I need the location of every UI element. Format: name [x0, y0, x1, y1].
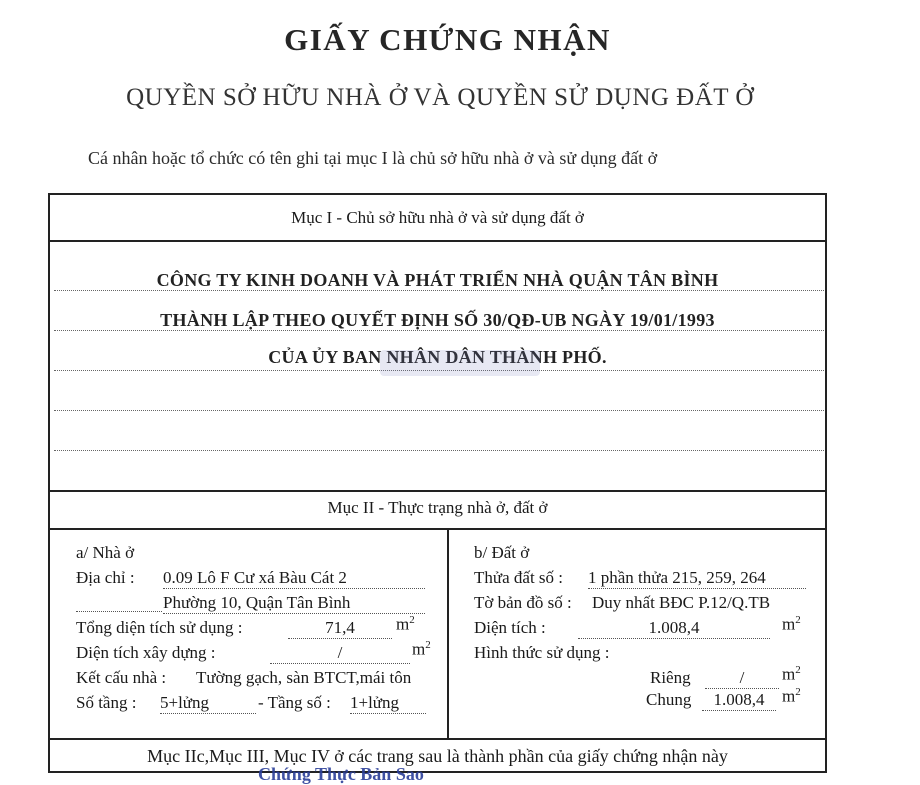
footer-note: Mục IIc,Mục III, Mục IV ở các trang sau là thành phần của giấy chứng nhận này — [147, 746, 728, 766]
document-title: GIẤY CHỨNG NHẬN — [284, 22, 611, 57]
private-label: Riêng — [650, 668, 691, 687]
unit-superscript: 2 — [795, 664, 801, 676]
unit-text: m — [412, 639, 426, 659]
section1-heading: Mục I - Chủ sở hữu nhà ở và sử dụng đất ở — [291, 208, 584, 227]
dotted-line — [54, 450, 824, 451]
unit-text: m — [782, 664, 796, 684]
section2-column-divider — [447, 528, 449, 738]
dotted-line — [54, 410, 824, 411]
house-label: a/ Nhà ở — [76, 543, 135, 562]
total-area-value: 71,4 — [288, 618, 392, 639]
private-value: / — [705, 668, 779, 689]
unit-superscript: 2 — [795, 686, 801, 698]
address-value-2: Phường 10, Quận Tân Bình — [163, 593, 425, 614]
land-area-label: Diện tích : — [474, 618, 546, 637]
document-subtitle: QUYỀN SỞ HỮU NHÀ Ở VÀ QUYỀN SỬ DỤNG ĐẤT Ở — [126, 84, 754, 111]
common-label: Chung — [646, 690, 692, 709]
structure-label: Kết cấu nhà : — [76, 668, 167, 687]
built-area-label: Diện tích xây dựng : — [76, 643, 216, 662]
section2-heading: Mục II - Thực trạng nhà ở, đất ở — [327, 498, 548, 517]
usage-label: Hình thức sử dụng : — [474, 643, 610, 662]
map-sheet-value: Duy nhất BĐC P.12/Q.TB — [592, 593, 771, 612]
built-area-value: / — [270, 643, 410, 664]
unit-text: m — [396, 614, 410, 634]
intro-text: Cá nhân hoặc tổ chức có tên ghi tại mục I là chủ sở hữu nhà ở và sử dụng đất ở — [88, 148, 658, 168]
parcel-label: Thửa đất số : — [474, 568, 564, 587]
unit-superscript: 2 — [795, 614, 801, 626]
floors-label: Số tầng : — [76, 693, 137, 712]
address-label: Địa chỉ : — [76, 568, 135, 587]
owner-line-2: THÀNH LẬP THEO QUYẾT ĐỊNH SỐ 30/QĐ-UB NGÀY 19/01/1993 — [160, 310, 715, 330]
stamp-overlay — [380, 350, 540, 376]
floors-value: 5+lửng — [160, 693, 256, 714]
section1-divider — [48, 240, 827, 242]
land-area-unit — [782, 614, 801, 635]
total-area-unit — [396, 614, 415, 635]
common-value: 1.008,4 — [702, 690, 776, 711]
unit-text: m — [782, 686, 796, 706]
built-area-unit — [412, 639, 431, 660]
section2-divider — [48, 528, 827, 530]
address-value: 0.09 Lô F Cư xá Bàu Cát 2 — [163, 568, 425, 589]
land-label: b/ Đất ở — [474, 543, 530, 562]
certified-copy-stamp: Chứng Thực Bản Sao — [258, 764, 424, 784]
parcel-value: 1 phần thửa 215, 259, 264 — [588, 568, 806, 589]
owner-line-1: CÔNG TY KINH DOANH VÀ PHÁT TRIỂN NHÀ QUẬN TÂN BÌNH — [156, 270, 719, 290]
land-area-value: 1.008,4 — [578, 618, 770, 639]
owner-line-3: CỦA ỦY BAN NHÂN DÂN THÀNH PHỐ. — [268, 347, 607, 367]
floor-number-value: 1+lửng — [350, 693, 426, 714]
total-area-label: Tổng diện tích sử dụng : — [76, 618, 243, 637]
structure-value: Tường gạch, sàn BTCT,mái tôn — [196, 668, 412, 687]
address-dots — [76, 593, 162, 612]
floor-number-label: - Tầng số : — [258, 693, 331, 712]
unit-superscript: 2 — [409, 614, 415, 626]
map-sheet-label: Tờ bản đồ số : — [474, 593, 572, 612]
private-unit — [782, 664, 801, 685]
unit-text: m — [782, 614, 796, 634]
footer-divider — [48, 738, 827, 740]
common-unit — [782, 686, 801, 707]
section2-top-divider — [48, 490, 827, 492]
unit-superscript: 2 — [425, 639, 431, 651]
